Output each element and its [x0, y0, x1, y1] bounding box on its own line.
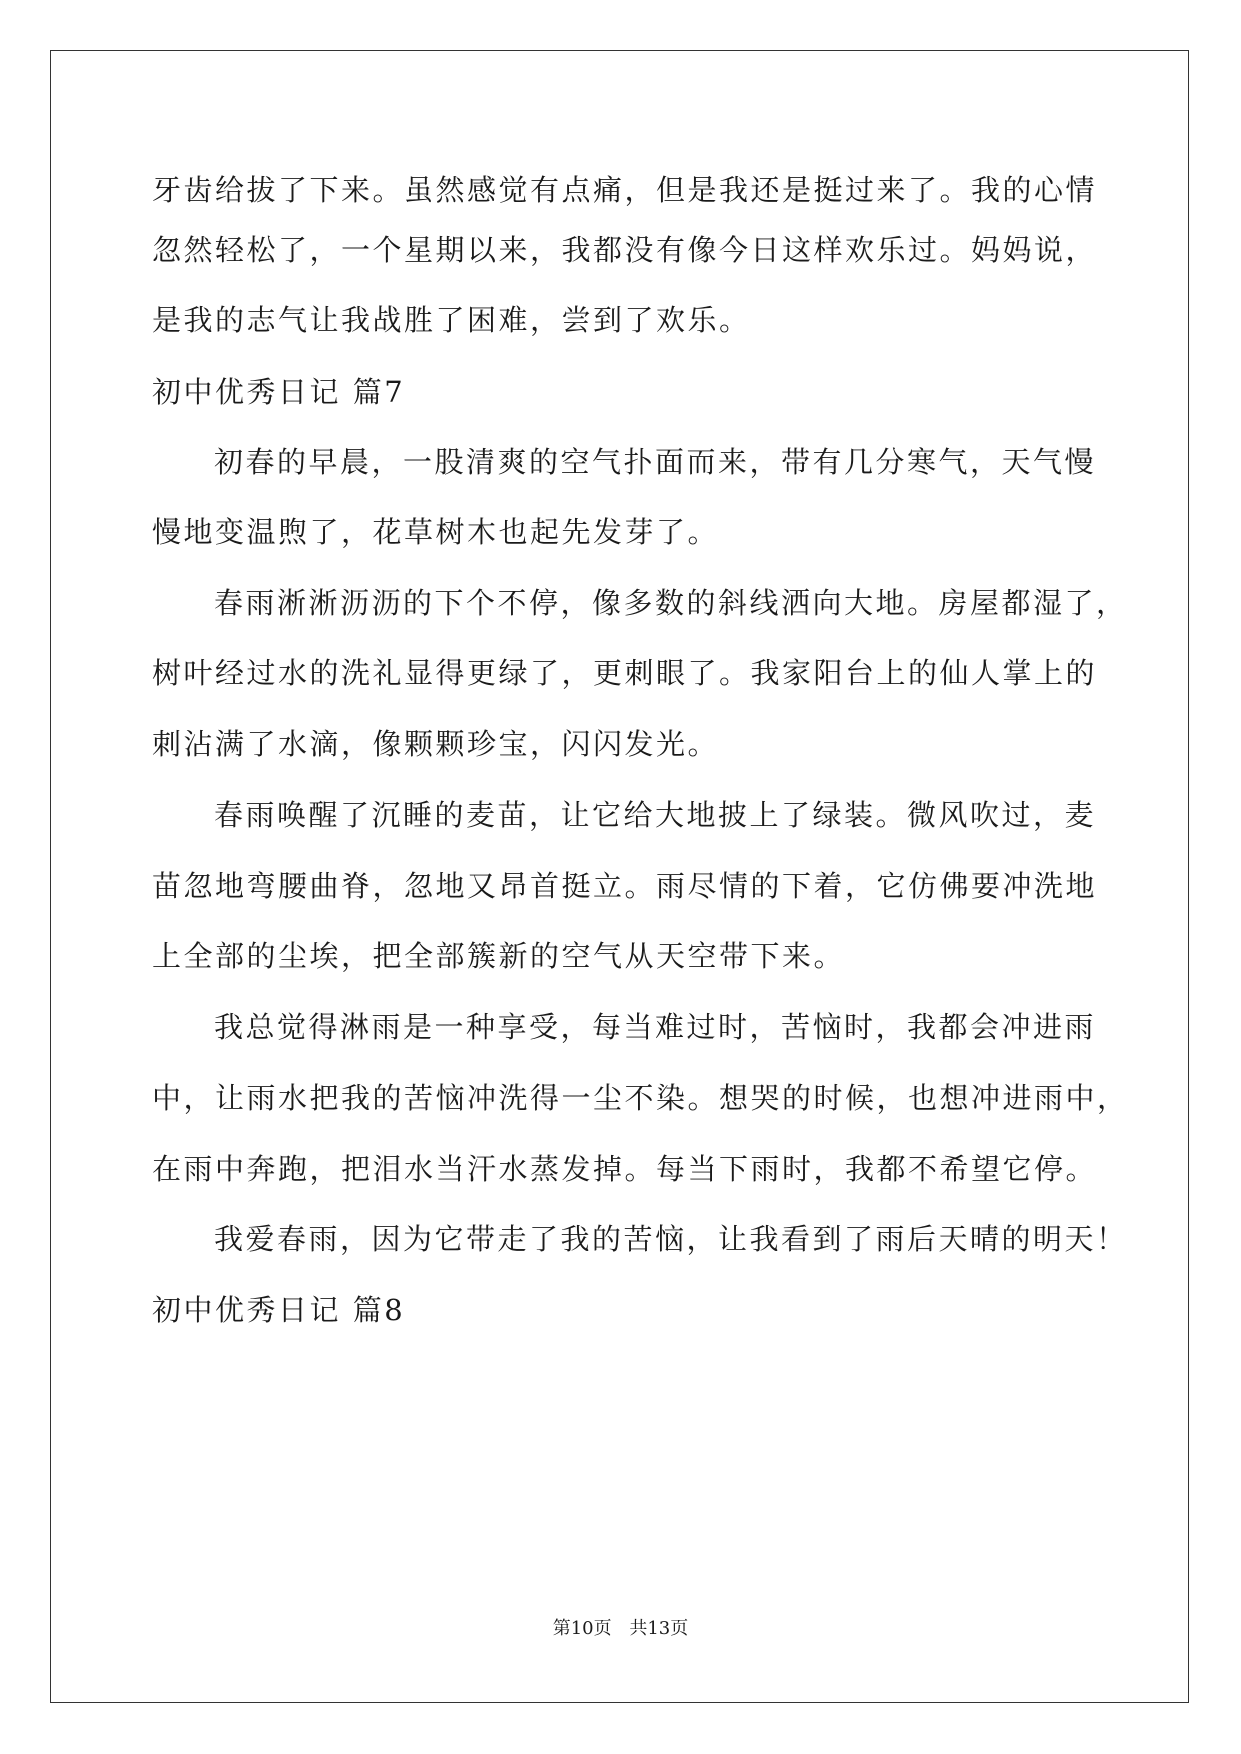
text-line: 在雨中奔跑，把泪水当汗水蒸发掉。每当下雨时，我都不希望它停。: [152, 1152, 1098, 1186]
text-line: 上全部的尘埃，把全部簇新的空气从天空带下来。: [152, 939, 846, 973]
text-line: 春雨唤醒了沉睡的麦苗，让它给大地披上了绿装。微风吹过，麦: [214, 798, 1097, 832]
text-line: 我爱春雨，因为它带走了我的苦恼，让我看到了雨后天晴的明天！: [214, 1222, 1128, 1256]
text-line: 春雨淅淅沥沥的下个不停，像多数的斜线洒向大地。房屋都湿了，: [214, 586, 1128, 620]
text-line: 慢地变温煦了，花草树木也起先发芽了。: [152, 515, 720, 549]
text-line: 我总觉得淋雨是一种享受，每当难过时，苦恼时，我都会冲进雨: [214, 1010, 1097, 1044]
page-number: 第10页: [552, 1618, 612, 1639]
section-heading: 初中优秀日记 篇8: [152, 1293, 406, 1327]
text-line: 初春的早晨，一股清爽的空气扑面而来，带有几分寒气，天气慢: [214, 445, 1097, 479]
page-footer: [0, 1618, 1241, 1640]
text-line: 是我的志气让我战胜了困难，尝到了欢乐。: [152, 303, 751, 337]
text-line: 苗忽地弯腰曲脊，忽地又昂首挺立。雨尽情的下着，它仿佛要冲洗地: [152, 869, 1098, 903]
page-total: 共13页: [629, 1618, 689, 1639]
text-line: 树叶经过水的洗礼显得更绿了，更刺眼了。我家阳台上的仙人掌上的: [152, 656, 1098, 690]
text-line: 牙齿给拔了下来。虽然感觉有点痛，但是我还是挺过来了。我的心情: [152, 173, 1098, 207]
text-line: 忽然轻松了，一个星期以来，我都没有像今日这样欢乐过。妈妈说，: [152, 233, 1098, 267]
text-line: 中，让雨水把我的苦恼冲洗得一尘不染。想哭的时候，也想冲进雨中，: [152, 1081, 1129, 1115]
text-line: 刺沾满了水滴，像颗颗珍宝，闪闪发光。: [152, 727, 720, 761]
section-heading: 初中优秀日记 篇7: [152, 375, 406, 409]
